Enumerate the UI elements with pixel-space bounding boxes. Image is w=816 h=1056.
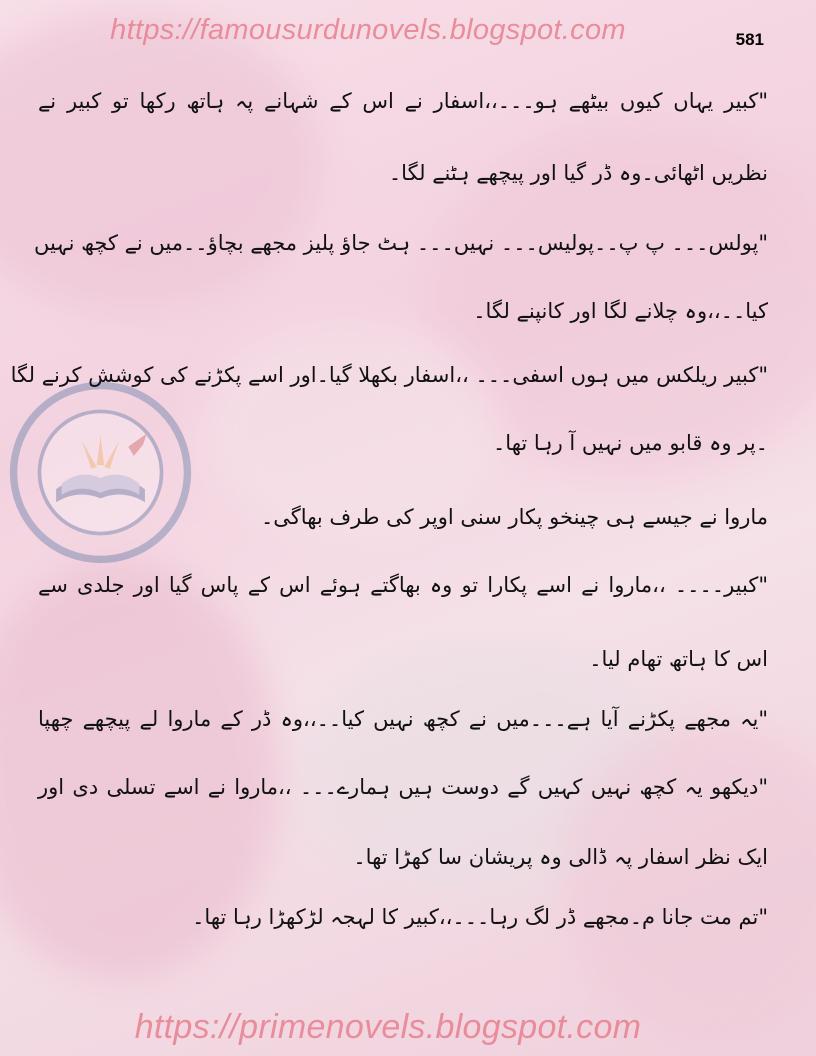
text-line: "کبیر ریلکس میں ہوں اسفی۔۔۔ ،،اسفار بکھلا گیا۔اور اسے پکڑنے کی کوشش کرنے لگا <box>10 363 768 387</box>
footer-url[interactable]: https://primenovels.blogspot.com <box>134 1008 642 1046</box>
header-url[interactable]: https://famousurdunovels.blogspot.com <box>110 14 626 46</box>
text-line: "تم مت جانا م۔مجھے ڈر لگ رہا۔۔۔،،کبیر کا لہجہ لڑکھڑا رہا تھا۔ <box>192 905 768 929</box>
text-line: "پولس۔۔۔ پ پ۔۔پولیس۔۔۔ نہیں۔۔۔ ہٹ جاؤ پلیز مجھے بچاؤ۔۔میں نے کچھ نہیں <box>33 231 768 255</box>
page-number: 581 <box>735 30 764 49</box>
text-line: کیا۔۔،،وہ چلانے لگا اور کانپنے لگا۔ <box>473 299 768 323</box>
text-line: اس کا ہاتھ تھام لیا۔ <box>589 647 768 671</box>
text-line: ماروا نے جیسے ہی چینخو پکار سنی اوپر کی طرف بھاگی۔ <box>260 505 768 529</box>
text-line: ۔پر وہ قابو میں نہیں آ رہا تھا۔ <box>493 431 768 455</box>
text-line: "دیکھو یہ کچھ نہیں کہیں گے دوست ہیں ہمارے۔۔۔ ،،ماروا نے اسے تسلی دی اور <box>38 775 768 799</box>
prime-urdu-novels-logo-icon <box>8 380 193 565</box>
text-line: "کبیر۔۔۔۔ ،،ماروا نے اسے پکارا تو وہ بھاگتے ہوئے اس کے پاس گیا اور جلدی سے <box>38 573 768 597</box>
text-line: ایک نظر اسفار پہ ڈالی وہ پریشان سا کھڑا تھا۔ <box>353 845 768 869</box>
text-line: "کبیر یہاں کیوں بیٹھے ہو۔۔۔،،اسفار نے اس کے شہانے پہ ہاتھ رکھا تو کبیر نے <box>38 89 768 113</box>
text-line: نظریں اٹھائی۔وہ ڈر گیا اور پیچھے ہٹنے لگا۔ <box>388 161 768 185</box>
text-line: "یہ مجھے پکڑنے آیا ہے۔۔۔میں نے کچھ نہیں کیا۔۔،،وہ ڈر کے ماروا لے پیچھے چھپا <box>38 707 768 731</box>
